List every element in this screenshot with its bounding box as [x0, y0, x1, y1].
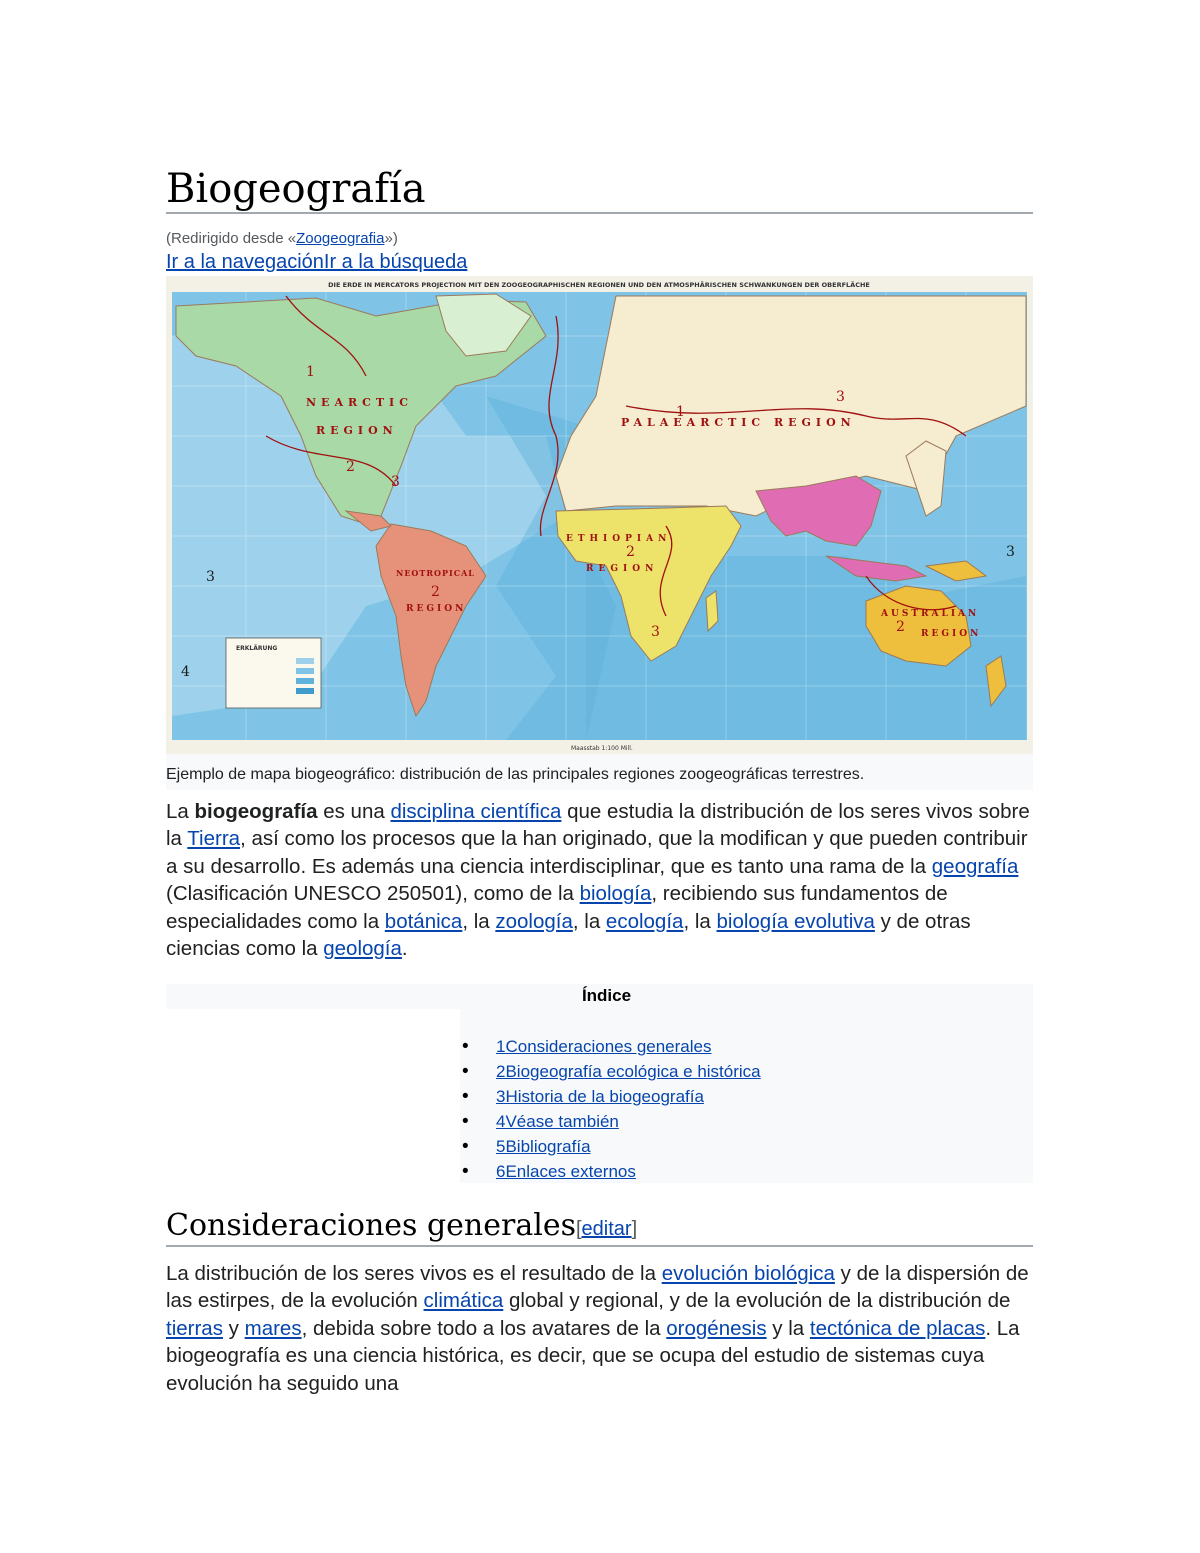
- label-palaearctic: PALAEARCTIC REGION: [621, 416, 856, 429]
- label-australian-1: AUSTRALIAN: [881, 609, 980, 619]
- text: La distribución de los seres vivos es el resultado de la: [166, 1262, 662, 1285]
- link-zoologia[interactable]: zoología: [495, 909, 573, 933]
- toc-background-left: [166, 984, 460, 1009]
- toc-label: Biogeografía ecológica e histórica: [505, 1062, 761, 1081]
- toc-item[interactable]: [466, 1059, 761, 1084]
- jump-to-navigation-link[interactable]: Ir a la navegación: [166, 251, 324, 273]
- toc-label: Bibliografía: [505, 1137, 591, 1156]
- toc-number: 6: [496, 1162, 506, 1181]
- biogeographic-map-figure[interactable]: [166, 276, 1033, 754]
- toc-title: Índice: [581, 986, 632, 1005]
- toc-number: 5: [496, 1137, 506, 1156]
- redirect-link[interactable]: Zoogeografia: [296, 230, 385, 247]
- text: . La biogeografía es una ciencia histórica, es decir, que se ocupa del estudio de sistemas cuya evolución ha seguido una: [166, 1316, 1020, 1395]
- jump-to-search-link[interactable]: Ir a la búsqueda: [323, 251, 468, 273]
- text: , la: [462, 909, 496, 933]
- link-botanica[interactable]: botánica: [384, 909, 463, 933]
- link-geologia[interactable]: geología: [323, 937, 402, 961]
- label-ethiopian-1: ETHIOPIAN: [566, 534, 672, 544]
- map-number: 3: [651, 624, 660, 640]
- map-legend-title: ERKLÄRUNG: [236, 645, 278, 652]
- toc-link[interactable]: [496, 1137, 591, 1156]
- link-tierra[interactable]: Tierra: [187, 827, 241, 851]
- label-australian-2: REGION: [921, 629, 982, 639]
- edit-bracket: ]: [631, 1218, 638, 1240]
- edit-section: [576, 1218, 637, 1240]
- text: , así como los procesos que la han originado, que la modifican y que pueden contribuir a su desarrollo. Es además una ciencia interdisciplinar, que es tanto una rama de la: [166, 827, 1028, 878]
- bold-term: biogeografía: [194, 800, 318, 823]
- map-number: 3: [206, 569, 215, 585]
- toc-link[interactable]: [496, 1062, 761, 1081]
- text: y de la dispersión de las estirpes, de la evolución: [166, 1262, 1029, 1313]
- redirect-suffix: »): [384, 230, 398, 247]
- link-tierras[interactable]: tierras: [166, 1316, 223, 1340]
- link-geografia[interactable]: geografía: [931, 854, 1019, 878]
- map-number: 2: [431, 584, 440, 600]
- redirect-prefix: (Redirigido desde «: [166, 230, 297, 247]
- link-mares[interactable]: mares: [244, 1316, 302, 1340]
- jump-links: [166, 251, 467, 274]
- toc-number: 1: [496, 1037, 506, 1056]
- section-divider: [166, 1245, 1033, 1247]
- map-number: 1: [676, 404, 685, 420]
- toc-label: Consideraciones generales: [505, 1037, 712, 1056]
- map-number: 3: [1006, 544, 1015, 560]
- edit-bracket: [: [575, 1218, 582, 1240]
- section-heading: [166, 1206, 637, 1249]
- toc-link[interactable]: [496, 1037, 712, 1056]
- text: , la: [683, 909, 717, 933]
- text: , debida sobre todo a los avatares de la: [301, 1316, 667, 1340]
- toc-label: Véase también: [505, 1112, 619, 1131]
- text: global y regional, y de la evolución de la distribución de: [503, 1289, 1011, 1313]
- map-header-text: DIE ERDE IN MERCATORS PROJECTION MIT DEN ZOOGEOGRAPHISCHEN REGIONEN UND DEN ATMOSPHÄRISCHEN SCHWANKUNGEN DER OBERFLÄCHE: [328, 281, 870, 289]
- link-disciplina-cientifica[interactable]: disciplina científica: [390, 800, 562, 823]
- title-divider: [166, 212, 1033, 214]
- toc-number: 4: [496, 1112, 506, 1131]
- intro-paragraph: [166, 798, 1036, 962]
- toc-item[interactable]: [466, 1084, 761, 1109]
- map-number: 2: [896, 619, 905, 635]
- toc-number: 2: [496, 1062, 506, 1081]
- toc-link[interactable]: [496, 1162, 636, 1181]
- map-number: 2: [346, 459, 355, 475]
- edit-link[interactable]: editar: [581, 1218, 632, 1240]
- text: (Clasificación UNESCO 250501), como de la: [166, 882, 580, 906]
- toc-item[interactable]: [466, 1134, 761, 1159]
- text: y de otras ciencias como la: [166, 909, 971, 961]
- link-climatica[interactable]: climática: [423, 1289, 504, 1313]
- toc-link[interactable]: [496, 1112, 619, 1131]
- text: es una: [317, 800, 391, 823]
- text: La: [166, 800, 195, 823]
- map-number: 3: [836, 389, 845, 405]
- toc-link[interactable]: [496, 1087, 704, 1106]
- link-orogenesis[interactable]: orogénesis: [666, 1316, 767, 1340]
- label-nearctic-1: NEARCTIC: [306, 396, 413, 409]
- link-evolucion-biologica[interactable]: evolución biológica: [661, 1262, 835, 1285]
- section-heading-text: Consideraciones generales: [166, 1208, 576, 1243]
- text: , recibiendo sus fundamentos de especialidades como la: [166, 882, 948, 933]
- link-ecologia[interactable]: ecología: [605, 909, 684, 933]
- toc-item[interactable]: [466, 1159, 761, 1184]
- toc-number: 3: [496, 1087, 506, 1106]
- map-scale: Maasstab 1:100 Mill.: [571, 745, 633, 752]
- toc-list: [466, 1034, 761, 1184]
- redirect-note: [166, 230, 398, 247]
- toc-item[interactable]: [466, 1109, 761, 1134]
- link-tectonica-de-placas[interactable]: tectónica de placas: [809, 1316, 986, 1340]
- toc-label: Enlaces externos: [505, 1162, 636, 1181]
- link-biologia-evolutiva[interactable]: biología evolutiva: [716, 909, 875, 933]
- text: y la: [766, 1316, 810, 1340]
- figure-caption: Ejemplo de mapa biogeográfico: distribución de las principales regiones zoogeográficas terrestres.: [166, 766, 865, 783]
- section-paragraph: [166, 1260, 1036, 1397]
- world-map-image: [166, 276, 1033, 754]
- label-nearctic-2: REGION: [316, 424, 398, 437]
- map-number: 2: [626, 544, 635, 560]
- label-neotropical-1: NEOTROPICAL: [396, 568, 475, 578]
- toc-label: Historia de la biogeografía: [505, 1087, 704, 1106]
- text: que estudia la distribución de los seres vivos sobre la: [166, 800, 1030, 851]
- link-biologia[interactable]: biología: [579, 882, 652, 906]
- label-neotropical-2: REGION: [406, 604, 467, 614]
- text: , la: [572, 909, 606, 933]
- label-ethiopian-2: REGION: [586, 564, 659, 574]
- map-number: 4: [181, 664, 190, 680]
- text: y: [222, 1316, 245, 1340]
- page-title: Biogeografía: [166, 166, 426, 212]
- toc-item[interactable]: [466, 1034, 761, 1059]
- map-number: 1: [306, 364, 315, 380]
- map-number: 3: [391, 474, 400, 490]
- text: .: [401, 937, 408, 961]
